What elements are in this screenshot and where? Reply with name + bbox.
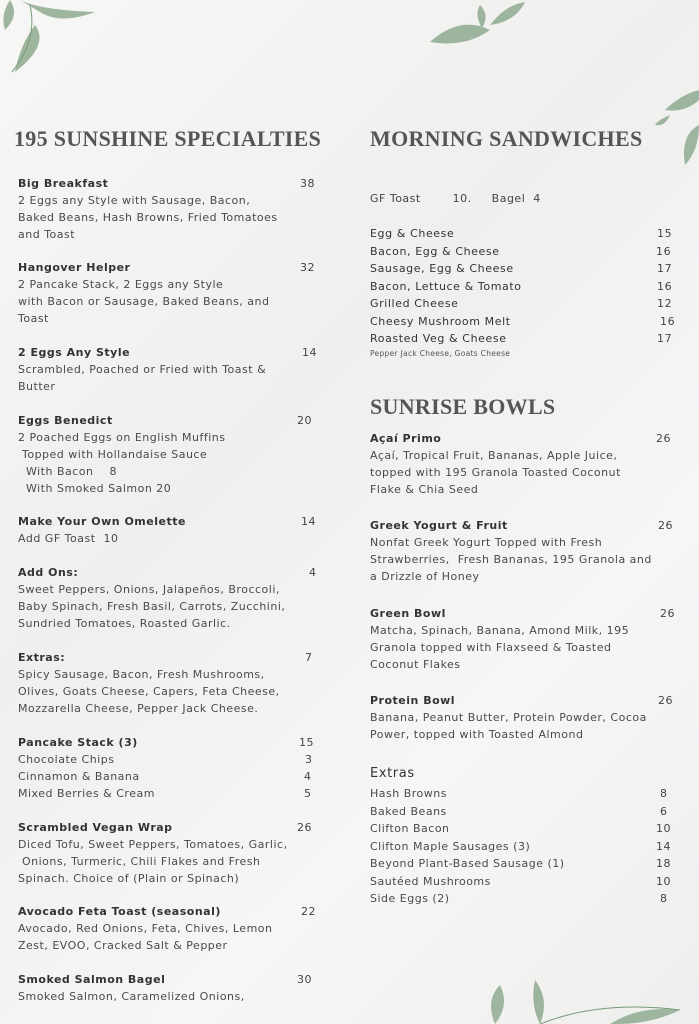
menu-item-title: 2 Eggs Any Style bbox=[18, 346, 131, 359]
menu-item-price: 26 bbox=[297, 821, 312, 834]
menu-item-title: Pancake Stack (3) bbox=[18, 736, 138, 749]
menu-item-description-line: Açaí, Tropical Fruit, Bananas, Apple Juice, bbox=[370, 449, 618, 462]
menu-item-title: Make Your Own Omelette bbox=[18, 515, 186, 528]
menu-item-description-line: With Bacon 8 bbox=[18, 465, 117, 478]
sandwich-price: 17 bbox=[657, 262, 673, 275]
menu-item-title: Big Breakfast bbox=[18, 177, 109, 190]
extra-price: 10 bbox=[656, 874, 671, 888]
menu-addon-row bbox=[18, 785, 319, 802]
menu-item-description-line: Matcha, Spinach, Banana, Amond Milk, 195 bbox=[370, 624, 630, 637]
heading-sunrise-bowls: SUNRISE BOWLS bbox=[370, 394, 556, 419]
menu-item-price: 15 bbox=[299, 736, 314, 749]
menu-item-title: Protein Bowl bbox=[370, 694, 456, 707]
bowl-item bbox=[370, 692, 678, 743]
extra-item bbox=[370, 820, 690, 837]
extra-price: 14 bbox=[656, 839, 671, 853]
sandwich-item bbox=[370, 243, 690, 260]
bowl-item bbox=[370, 430, 676, 498]
sandwich-name: Bacon, Lettuce & Tomato bbox=[370, 279, 522, 293]
specialty-item bbox=[18, 734, 319, 802]
menu-item-price: 26 bbox=[660, 607, 675, 620]
heading-specialties: 195 SUNSHINE SPECIALTIES bbox=[14, 126, 322, 151]
sandwich-item bbox=[370, 225, 690, 242]
addon-price: 5 bbox=[304, 787, 312, 800]
menu-item-price: 4 bbox=[309, 566, 317, 579]
sandwich-item bbox=[370, 295, 690, 312]
sandwich-item bbox=[370, 313, 690, 330]
sandwich-name: Sausage, Egg & Cheese bbox=[370, 262, 514, 275]
menu-item-description-line: Spinach. Choice of (Plain or Spinach) bbox=[18, 872, 240, 885]
menu-item-price: 38 bbox=[300, 177, 315, 190]
menu-item-title: Extras: bbox=[18, 651, 66, 664]
menu-item-title: Açaí Primo bbox=[370, 432, 442, 445]
menu-item-description-line: Scrambled, Poached or Fried with Toast & bbox=[18, 363, 267, 376]
menu-item-description-line: Onions, Turmeric, Chili Flakes and Fresh bbox=[18, 855, 261, 868]
menu-item-description-line: and Toast bbox=[18, 228, 76, 241]
specialty-item bbox=[18, 259, 320, 327]
menu-item-description-line: Smoked Salmon, Caramelized Onions, bbox=[18, 990, 245, 1003]
menu-item-description-line: Diced Tofu, Sweet Peppers, Tomatoes, Garlic, bbox=[18, 838, 288, 851]
menu-item-description-line: Granola topped with Flaxseed & Toasted bbox=[370, 641, 612, 654]
bread-options: GF Toast 10. Bagel 4 bbox=[370, 192, 541, 205]
extras-heading: Extras bbox=[370, 766, 415, 781]
sandwich-cheese-note: Pepper Jack Cheese, Goats Cheese bbox=[370, 349, 511, 358]
menu-item-description-line: Power, topped with Toasted Almond bbox=[370, 728, 584, 741]
menu-item-title: Smoked Salmon Bagel bbox=[18, 973, 166, 986]
menu-item-description-line: Flake & Chia Seed bbox=[370, 483, 479, 496]
menu-item-description-line: Coconut Flakes bbox=[370, 658, 461, 671]
leaf-decoration-bottom-icon bbox=[480, 980, 699, 1024]
menu-item-description-line: With Smoked Salmon 20 bbox=[18, 482, 172, 495]
specialty-item bbox=[18, 175, 320, 243]
extra-item bbox=[370, 838, 690, 855]
sandwich-name: Egg & Cheese bbox=[370, 227, 455, 240]
menu-item-price: 30 bbox=[297, 973, 312, 986]
specialty-item bbox=[18, 564, 329, 632]
sandwich-item bbox=[370, 330, 690, 347]
menu-item-price: 22 bbox=[301, 905, 316, 918]
extra-name: Baked Beans bbox=[370, 804, 447, 818]
extra-name: Side Eggs (2) bbox=[370, 892, 450, 905]
menu-item-price: 20 bbox=[297, 414, 312, 427]
extra-name: Clifton Bacon bbox=[370, 822, 450, 835]
menu-item-price: 32 bbox=[300, 261, 315, 274]
extra-item bbox=[370, 855, 690, 872]
specialty-item bbox=[18, 649, 325, 717]
menu-item-title: Greek Yogurt & Fruit bbox=[370, 519, 508, 532]
sandwich-price: 16 bbox=[657, 279, 673, 293]
menu-item-description-line: with Bacon or Sausage, Baked Beans, and bbox=[18, 295, 270, 308]
extra-item bbox=[370, 890, 690, 907]
extra-item bbox=[370, 803, 690, 820]
menu-item-title: Scrambled Vegan Wrap bbox=[18, 821, 173, 834]
leaf-decoration-top-left-icon bbox=[0, 0, 110, 80]
specialty-item bbox=[18, 903, 321, 954]
menu-item-description-line: Butter bbox=[18, 380, 56, 393]
menu-item-description-line: Avocado, Red Onions, Feta, Chives, Lemon bbox=[18, 922, 273, 935]
sandwich-name: Grilled Cheese bbox=[370, 297, 459, 310]
menu-item-description-line: Banana, Peanut Butter, Protein Powder, Cocoa bbox=[370, 711, 647, 724]
specialty-item bbox=[18, 513, 321, 547]
menu-item-description-line: 2 Poached Eggs on English Muffins bbox=[18, 431, 226, 444]
bowl-item bbox=[370, 517, 678, 585]
sandwich-name: Cheesy Mushroom Melt bbox=[370, 314, 511, 328]
menu-item-price: 26 bbox=[658, 519, 673, 532]
sandwich-name: Bacon, Egg & Cheese bbox=[370, 244, 500, 258]
menu-item-price: 14 bbox=[302, 346, 317, 359]
menu-item-price: 26 bbox=[658, 694, 673, 707]
menu-item-price: 26 bbox=[656, 432, 671, 445]
extra-price: 18 bbox=[656, 857, 671, 870]
addon-name: Chocolate Chips bbox=[18, 753, 115, 766]
specialty-item bbox=[18, 819, 317, 887]
menu-item-price: 14 bbox=[301, 515, 316, 528]
menu-item-description-line: 2 Pancake Stack, 2 Eggs any Style bbox=[18, 278, 224, 291]
extra-item bbox=[370, 873, 690, 890]
sandwich-name: Roasted Veg & Cheese bbox=[370, 332, 507, 345]
menu-item-title: Add Ons: bbox=[18, 566, 79, 579]
menu-item-description-line: Sweet Peppers, Onions, Jalapeños, Broccoli, bbox=[18, 583, 280, 596]
extra-item bbox=[370, 785, 690, 802]
menu-item-description-line: Add GF Toast 10 bbox=[18, 532, 119, 545]
menu-item-description-line: topped with 195 Granola Toasted Coconut bbox=[370, 466, 621, 479]
specialty-item bbox=[18, 344, 322, 395]
specialty-item bbox=[18, 412, 317, 497]
menu-item-description-line: Zest, EVOO, Cracked Salt & Pepper bbox=[18, 939, 228, 952]
extra-price: 8 bbox=[660, 787, 668, 800]
sandwich-item bbox=[370, 278, 690, 295]
menu-item-title: Green Bowl bbox=[370, 607, 446, 620]
menu-item-description-line: Spicy Sausage, Bacon, Fresh Mushrooms, bbox=[18, 668, 265, 681]
menu-item-title: Hangover Helper bbox=[18, 261, 131, 274]
extra-name: Clifton Maple Sausages (3) bbox=[370, 839, 531, 853]
sandwich-price: 15 bbox=[657, 227, 673, 240]
extra-price: 10 bbox=[656, 822, 671, 835]
heading-morning-sandwiches: MORNING SANDWICHES bbox=[370, 126, 643, 151]
extra-name: Sautéed Mushrooms bbox=[370, 874, 491, 888]
bowl-item bbox=[370, 605, 680, 673]
menu-item-description-line: Strawberries, Fresh Bananas, 195 Granola and bbox=[370, 553, 652, 566]
sandwich-price: 12 bbox=[657, 297, 673, 310]
addon-name: Cinnamon & Banana bbox=[18, 770, 140, 783]
sandwich-price: 17 bbox=[657, 332, 673, 345]
menu-item-title: Avocado Feta Toast (seasonal) bbox=[18, 905, 221, 918]
menu-item-price: 7 bbox=[305, 651, 313, 664]
leaf-decoration-right-icon bbox=[650, 85, 699, 175]
sandwich-price: 16 bbox=[660, 314, 676, 328]
menu-item-description-line: Mozzarella Cheese, Pepper Jack Cheese. bbox=[18, 702, 259, 715]
addon-name: Mixed Berries & Cream bbox=[18, 787, 155, 800]
sandwich-item bbox=[370, 260, 690, 277]
extra-price: 8 bbox=[660, 892, 668, 905]
menu-item-description-line: Nonfat Greek Yogurt Topped with Fresh bbox=[370, 536, 603, 549]
specialty-item bbox=[18, 971, 317, 1005]
menu-item-description-line: a Drizzle of Honey bbox=[370, 570, 480, 583]
menu-item-description-line: Topped with Hollandaise Sauce bbox=[18, 448, 208, 461]
extra-name: Hash Browns bbox=[370, 787, 447, 800]
addon-price: 3 bbox=[305, 753, 313, 766]
addon-price: 4 bbox=[304, 770, 312, 783]
menu-item-description-line: 2 Eggs any Style with Sausage, Bacon, bbox=[18, 194, 251, 207]
sandwich-price: 16 bbox=[656, 244, 672, 258]
menu-item-description-line: Toast bbox=[18, 312, 49, 325]
menu-item-description-line: Sundried Tomatoes, Roasted Garlic. bbox=[18, 617, 231, 630]
menu-item-title: Eggs Benedict bbox=[18, 414, 113, 427]
extra-name: Beyond Plant-Based Sausage (1) bbox=[370, 857, 565, 870]
menu-item-description-line: Baked Beans, Hash Browns, Fried Tomatoes bbox=[18, 211, 278, 224]
menu-item-description-line: Baby Spinach, Fresh Basil, Carrots, Zucchini, bbox=[18, 600, 286, 613]
menu-item-description-line: Olives, Goats Cheese, Capers, Feta Cheese, bbox=[18, 685, 280, 698]
extra-price: 6 bbox=[660, 804, 668, 818]
menu-addon-row bbox=[18, 768, 319, 785]
menu-addon-row bbox=[18, 751, 319, 768]
leaf-decoration-top-center-icon bbox=[420, 0, 530, 50]
